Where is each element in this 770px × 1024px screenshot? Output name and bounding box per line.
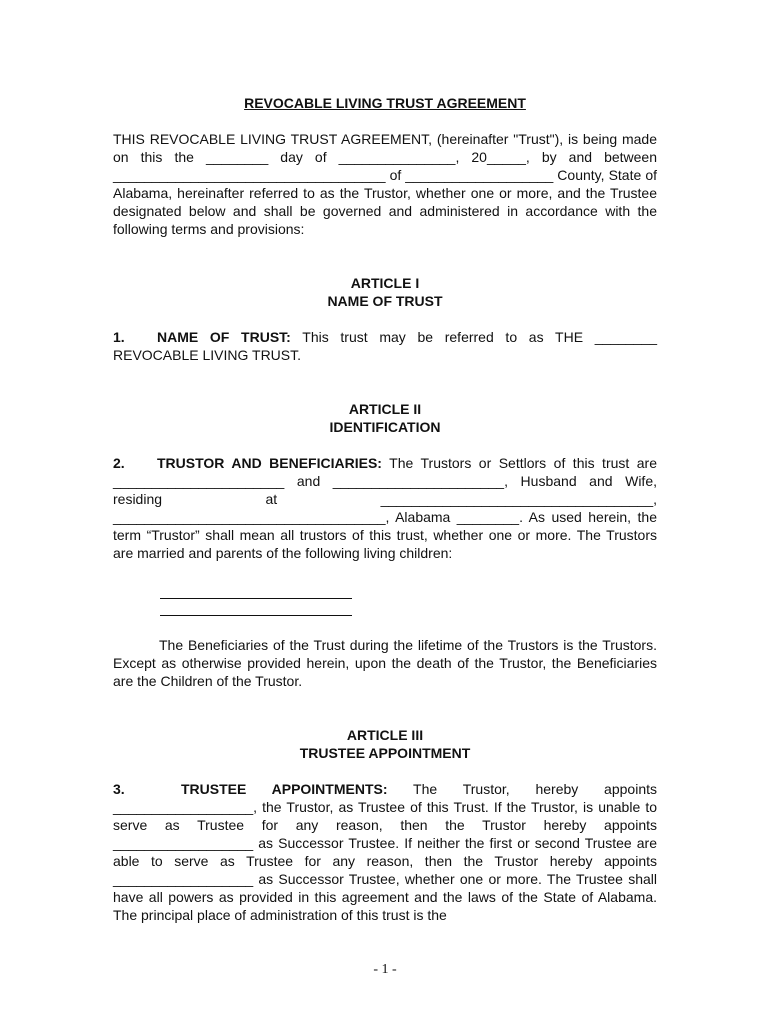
article-2-heading: ARTICLE II — [348, 401, 422, 417]
child-name-blank-2 — [160, 599, 352, 616]
section-3-number: 3. — [113, 781, 125, 797]
section-1-number: 1. — [113, 329, 125, 345]
article-3-heading: ARTICLE III — [346, 727, 424, 743]
document-body — [113, 94, 657, 924]
article-3-subheading: TRUSTEE APPOINTMENT — [299, 745, 471, 761]
section-2-text: The Trustors or Settlors of this trust are ______________________ and ______________________, Husband and Wife, residing at ___________________________________, ___________________________________, Alabama ________. As used herein, the term “Trustor” shall mean all trustors of this trust, whether one or more. The Trustors are married and parents of the following living children: — [113, 455, 657, 561]
section-3-paragraph — [113, 780, 657, 924]
section-3-text: The Trustor, hereby appoints __________________, the Trustor, as Trustee of this Trust. If the Trustor, is unable to serve as Trustee for any reason, then the Trustor hereby appoints __________________ as Successor Trustee. If neither the first or second Trustee are able to serve as Trustee for any reason, then the Trustor hereby appoints __________________ as Successor Trustee, whether one or more. The Trustee shall have all powers as provided in this agreement and the laws of the State of Alabama. The principal place of administration of this trust is the — [113, 781, 657, 923]
article-2-subheading: IDENTIFICATION — [329, 419, 441, 435]
intro-paragraph: THIS REVOCABLE LIVING TRUST AGREEMENT, (hereinafter "Trust"), is being made on this the ________ day of _______________, 20_____, by and between ___________________________________ of ___________________ County, State of Alabama, hereinafter referred to as the Trustor, whether one or more, and the Trustee designated below and shall be governed and administered in accordance with the following terms and provisions: — [113, 131, 657, 237]
section-2-paragraph — [113, 454, 657, 562]
article-1-subheading: NAME OF TRUST — [327, 293, 443, 309]
section-1-paragraph — [113, 328, 657, 364]
page-number: - 1 - — [373, 962, 397, 977]
section-3-label: TRUSTEE APPOINTMENTS: — [181, 781, 388, 797]
document-title: REVOCABLE LIVING TRUST AGREEMENT — [244, 95, 526, 111]
section-1-text: This trust may be referred to as THE ________ REVOCABLE LIVING TRUST. — [113, 329, 658, 363]
beneficiaries-paragraph: The Beneficiaries of the Trust during the lifetime of the Trustors is the Trustors. Except as otherwise provided herein, upon the death of the Trustor, the Beneficiaries are the Children of the Trustor. — [113, 637, 657, 689]
section-1-label: NAME OF TRUST: — [157, 329, 291, 345]
section-2-number: 2. — [113, 455, 125, 471]
child-name-blank-1 — [160, 582, 352, 599]
article-1-heading: ARTICLE I — [350, 275, 420, 291]
section-2-label: TRUSTOR AND BENEFICIARIES: — [157, 455, 382, 471]
